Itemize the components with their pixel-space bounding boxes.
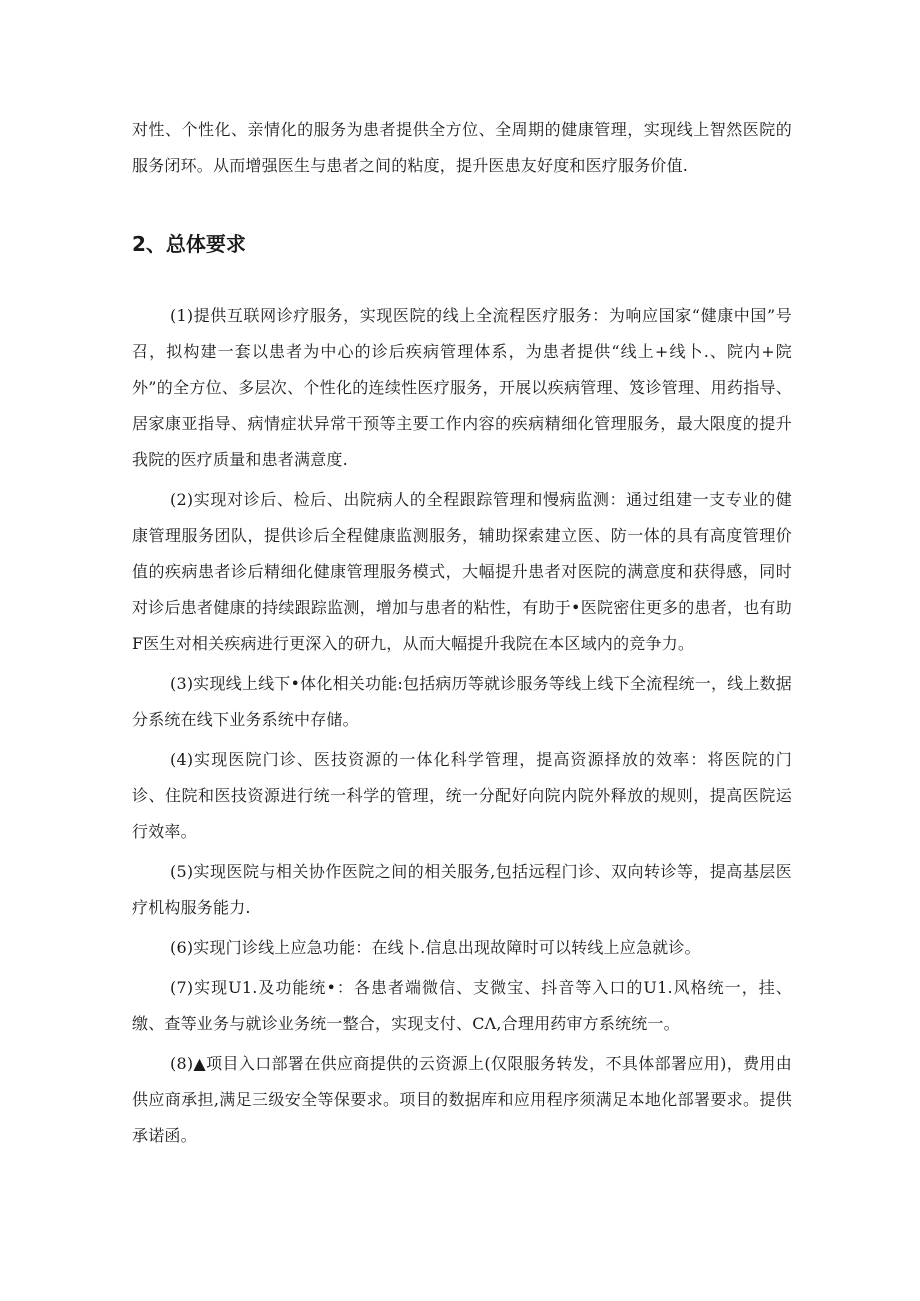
requirement-paragraph-3: (3)实现线上线下•体化相关功能:包括病历等就诊服务等线上线下全流程统一，线上数据分系统在线下业务系统中存储。 (132, 674, 792, 729)
requirements-list (132, 298, 792, 1154)
requirement-paragraph-2: (2)实现对诊后、检后、出院病人的全程跟踪管理和慢病监测：通过组建一支专业的健康管理服务团队，提供诊后全程健康监测服务，辅助探索建立医、防一体的具有高度管理价值的疾病患者诊后精细化健康管理服务模式，大幅提升患者对医院的满意度和获得感，同时对诊后患者健康的持续跟踪监测，增加与患者的粘性，有助于•医院密住更多的患者，也有助F医生对相关疾病进行更深入的研九，从而大幅提升我院在本区域内的竞争力。 (132, 490, 792, 653)
section-heading: 2、总体要求 (132, 232, 246, 256)
intro-block (132, 112, 792, 184)
requirement-paragraph-4: (4)实现医院门诊、医技资源的一体化科学管理，提高资源择放的效率：将医院的门诊、住院和医技资源进行统一科学的管理，统一分配好向院内院外释放的规则，提高医院运行效率。 (132, 750, 792, 841)
requirement-paragraph-5: (5)实现医院与相关协作医院之间的相关服务,包括远程门诊、双向转诊等，提高基层医疗机构服务能力. (132, 862, 792, 917)
requirement-paragraph-6: (6)实现门诊线上应急功能：在线卜.信息出现故障时可以转线上应急就诊。 (170, 938, 701, 957)
requirement-paragraph-8: (8)▲项目入口部署在供应商提供的云资源上(仅限服务转发，不具体部署应用)，费用由供应商承担,满足三级安全等保要求。项目的数据库和应用程序须满足本地化部署要求。提供承诺函。 (132, 1054, 792, 1145)
requirement-paragraph-7: (7)实现U1.及功能统•：各患者端微信、支微宝、抖音等入口的U1.风格统一，挂、缴、查等业务与就诊业务统一整合，实现支付、CΛ,合理用药审方系统统一。 (132, 978, 792, 1033)
requirement-paragraph-1: (1)提供互联网诊疗服务，实现医院的线上全流程医疗服务：为响应国家“健康中国”号召，拟构建一套以患者为中心的诊后疾病管理体系，为患者提供“线上+线卜.、院内+院外”的全方位、多层次、个性化的连续性医疗服务，开展以疾病管理、笈诊管理、用药指导、居家康亚指导、病情症状异常干预等主要工作内容的疾病精细化管理服务，最大限度的提升我院的医疗质量和患者满意度. (132, 306, 792, 469)
intro-paragraph: 对性、个性化、亲情化的服务为患者提供全方位、全周期的健康管理，实现线上智然医院的服务闭环。从而增强医生与患者之间的粘度，提升医患友好度和医疗服务价值. (132, 120, 792, 175)
